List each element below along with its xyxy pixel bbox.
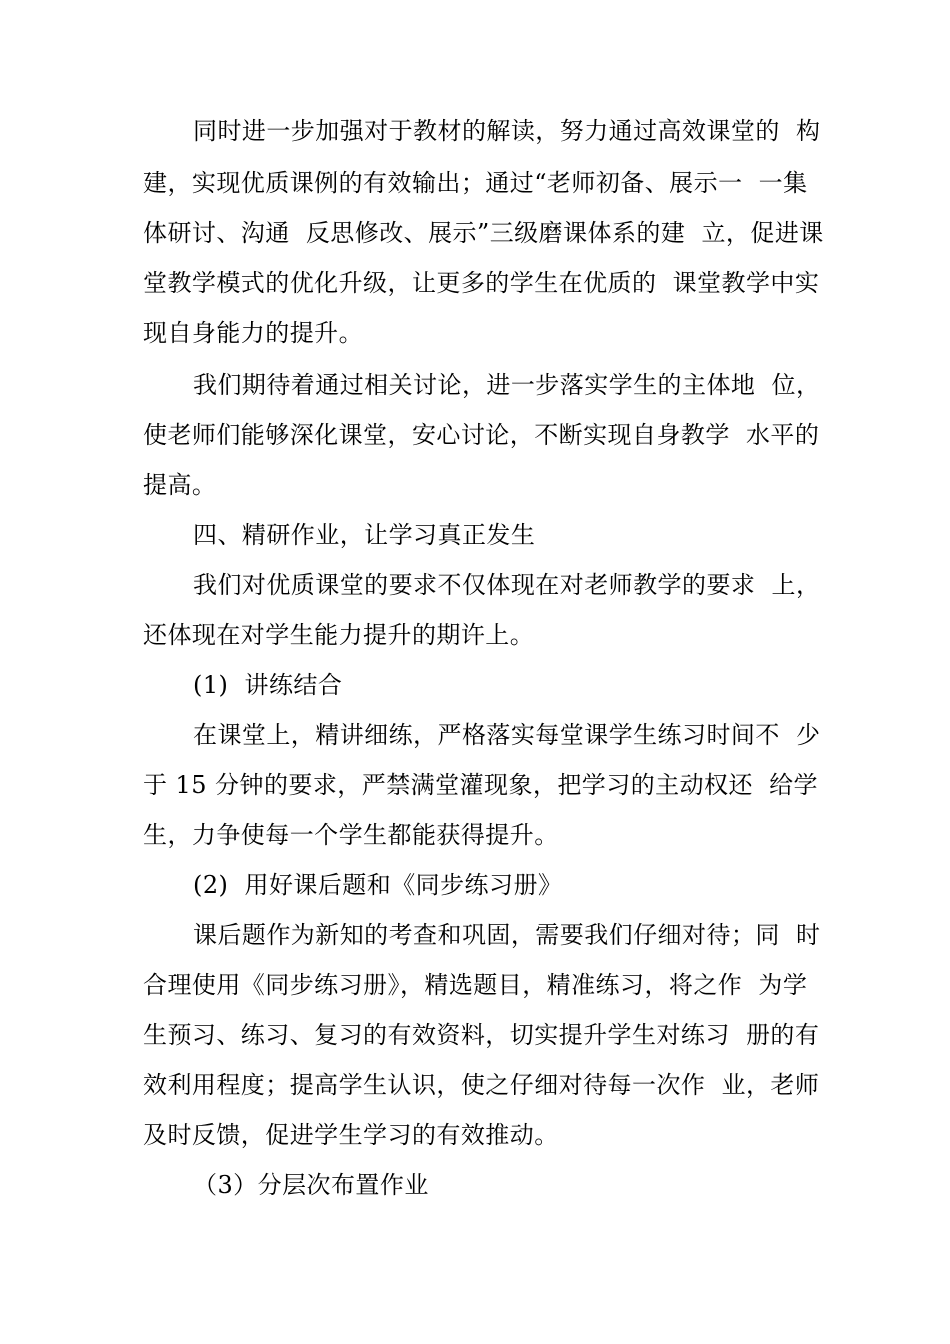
text-line: 同时进一步加强对于教材的解读，努力通过高效课堂的 构 (193, 117, 821, 145)
text-line: 效利用程度；提高学生认识，使之仔细对待每一次作 业，老师 (143, 1071, 820, 1099)
subsection-heading: (2) 用好课后题和《同步练习册》 (193, 871, 563, 899)
text-line: 于 15 分钟的要求，严禁满堂灌现象，把学习的主动权还 给学 (143, 771, 819, 799)
text-line: 建，实现优质课例的有效输出；通过“老师初备、展示一 一集 (143, 169, 808, 197)
text-line: 合理使用《同步练习册》，精选题目，精准练习，将之作 为学 (143, 971, 808, 999)
text-line: 及时反馈，促进学生学习的有效推动。 (143, 1121, 559, 1149)
text-line: 堂教学模式的优化升级，让更多的学生在优质的 课堂教学中实 (143, 269, 820, 297)
text-line: 现自身能力的提升。 (143, 319, 364, 347)
text-line: 在课堂上，精讲细练，严格落实每堂课学生练习时间不 少 (193, 721, 821, 749)
text-line: 生预习、练习、复习的有效资料，切实提升学生对练习 册的有 (143, 1021, 820, 1049)
text-line: 我们对优质课堂的要求不仅体现在对老师教学的要求 上， (193, 571, 821, 599)
text-line: 还体现在对学生能力提升的期许上。 (143, 621, 535, 649)
subsection-heading: (1) 讲练结合 (193, 671, 343, 699)
section-heading: 四、精研作业，让学习真正发生 (193, 521, 536, 549)
text-line: 我们期待着通过相关讨论，进一步落实学生的主体地 位， (193, 371, 821, 399)
text-line: 体研讨、沟通 反思修改、展示”三级磨课体系的建 立，促进课 (143, 219, 824, 247)
text-line: 提高。 (143, 471, 217, 499)
text-line: 使老师们能够深化课堂，安心讨论，不断实现自身教学 水平的 (143, 421, 820, 449)
text-line: 生，力争使每一个学生都能获得提升。 (143, 821, 559, 849)
text-line: 课后题作为新知的考查和巩固，需要我们仔细对待；同 时 (193, 921, 821, 949)
subsection-heading: （3）分层次布置作业 (193, 1171, 429, 1199)
